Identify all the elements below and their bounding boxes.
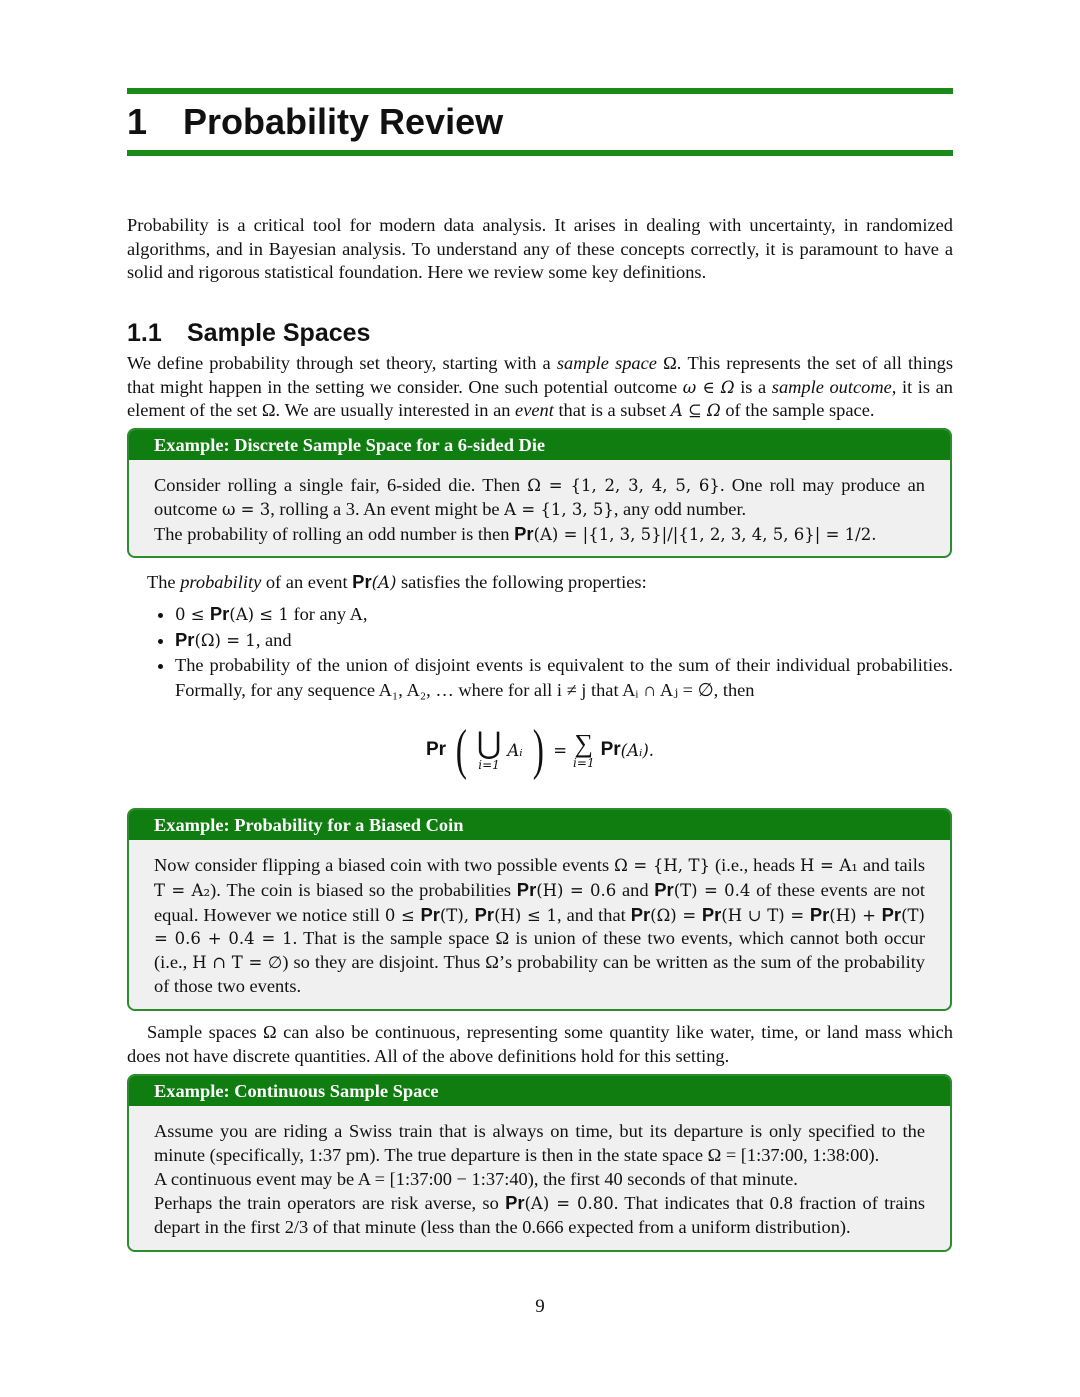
right-paren: ) [532,719,544,781]
text: is a [734,376,772,397]
math-omega-3: ω = 3 [221,499,271,519]
term-event: event [515,400,554,421]
text: The [147,572,181,592]
text: and tails [857,855,926,875]
pr-operator: Pr [600,739,621,760]
pr-operator: Pr [701,903,722,925]
section-title: Sample Spaces [187,319,371,347]
pr-operator: Pr [352,571,372,592]
math: (A) ≤ 1 [229,604,289,624]
section-heading [127,317,953,349]
math: (Ω) = [650,905,702,925]
text: , any odd number. [613,498,747,519]
text: of these events are not equal. However we notice still [154,879,926,925]
math: (H) ≤ 1 [494,905,557,925]
sum-index: i=1 [573,756,595,770]
math-prob-odd: (A) = |{1, 3, 5}|/|{1, 2, 3, 4, 5, 6}| = 1/2. [533,524,877,544]
pr-operator: Pr [881,903,902,925]
math-A-subset-Omega: A ⊆ Ω [670,401,721,421]
text: Ω. This represents the set of all things that might happen in the setting we consider. One such potential outcome [127,353,953,397]
text: of the sample space. [720,400,875,421]
list-item: • The probability of the union of disjoint events is equivalent to the sum of their individual probabilities. Formally, for any sequence A₁, A₂, … where for all i ≠ j that Aᵢ ∩ Aⱼ = ∅, then [175,653,953,703]
math: 0 ≤ [175,604,210,624]
example-box-biased-coin [127,808,952,1011]
pr-operator: Pr [474,903,495,925]
example-box-continuous [127,1074,952,1252]
text: The probability of rolling an odd number is then [154,523,515,544]
union-sum-formula [127,719,953,800]
pr-operator: Pr [420,903,440,925]
chapter-title [127,94,953,150]
text: and [616,879,655,900]
text: of an event [261,572,353,592]
math: 0 ≤ [384,905,421,925]
pr-operator: Pr [505,1192,525,1214]
math: (A) [371,573,397,592]
text: . That is the sample space Ω is union of these two events, which cannot both occur (i.e., [154,928,925,973]
term-sample-space: sample space [556,353,657,373]
text: We define probability through set theory, starting with a [127,353,557,373]
text: ) so they are disjoint. Thus Ω’s probability can be written as the sum of the probability of those two events. [154,952,925,996]
example-body [129,840,950,1009]
math: T = A₂ [154,880,211,900]
list-item [175,627,953,653]
text: satisfies the following properties: [396,572,647,592]
example-body [129,1106,950,1250]
chapter-title-text: Probability Review [183,101,504,142]
text: . One roll may produce an outcome [154,475,925,519]
example-title: Example: Discrete Sample Space for a 6-sided Die [129,430,950,460]
union-index: i=1 [478,758,500,772]
example-line-3 [154,1191,925,1240]
example-box-discrete-die [127,428,952,558]
text: ). The coin is biased so the probabilities [210,879,517,900]
bottom-rule [127,150,953,156]
pr-operator: Pr [809,903,830,925]
page-number: 9 [535,1296,545,1317]
pr-operator: Pr [175,628,195,650]
list-item [175,601,953,627]
example-title: Example: Continuous Sample Space [129,1076,950,1106]
text: , rolling a 3. An event might be [270,498,505,519]
section-number: 1.1 [127,319,162,347]
text: Perhaps the train operators are risk averse, so [154,1193,506,1214]
union-symbol: ⋃ [476,727,502,760]
example-title: Example: Probability for a Biased Coin [129,810,950,840]
math: (A) = 0.80 [524,1194,614,1214]
text: , it is an element of the set Ω. We are usually interested in an [127,376,953,421]
sum-operator [573,731,595,769]
math: (H) + [829,905,882,925]
text: that is a subset [553,400,671,421]
pr-operator: Pr [209,602,230,624]
text: Consider rolling a single fair, 6-sided die. Then [154,475,528,495]
properties-list [127,601,953,703]
pr-operator: Pr [630,903,651,925]
math: (H ∪ T) = [721,905,810,925]
chapter-number: 1 [127,101,148,142]
example-line-2 [154,522,925,547]
union-operator [477,729,502,771]
math: (T) = 0.6 + 0.4 = 1 [154,905,925,949]
sum-argument: (Aᵢ). [620,740,655,760]
math-omega-in-Omega: ω ∈ Ω [682,377,735,397]
properties-lead [127,570,953,595]
intro-paragraph: Probability is a critical tool for modern data analysis. It arises in dealing with uncertainty, in randomized algorithms, and in Bayesian analysis. To understand any of these concepts correctly, it is paramount to have a solid and rigorous statistical foundation. Here we review some key definitions. [127,215,953,283]
example-paragraph [154,854,925,999]
equals-sign: = [553,740,568,760]
math: (T) = 0.4 [673,880,751,900]
left-paren: ( [455,719,467,781]
math: H = A₁ [799,856,858,875]
term-sample-outcome: sample outcome [771,376,892,397]
example-line-1 [154,474,925,522]
properties-section [127,570,953,703]
pr-operator: Pr [514,522,534,544]
math: (H) = 0.6 [536,880,617,900]
text: (i.e., heads [710,855,800,875]
text: , and that [556,904,631,925]
example-body [129,460,950,556]
continuous-paragraph: Sample spaces Ω can also be continuous, representing some quantity like water, time, or land mass which does not have discrete quantities. All of the above definitions hold for this setting. [127,1022,953,1066]
math: (Ω) = 1 [194,630,256,650]
text: Now consider flipping a biased coin with two possible events [154,855,615,875]
term-probability: probability [180,572,262,592]
text: . That indicates that 0.8 fraction of trains depart in the first 2/3 of that minute (less than the 0.666 expected from a uniform distribution). [154,1193,925,1238]
math: Ω = {H, T} [614,856,711,875]
union-argument: Aᵢ [507,740,523,760]
math-A-set: A = {1, 3, 5} [504,499,614,519]
text: for any A, [288,603,368,624]
sample-space-paragraph [127,352,953,423]
pr-operator: Pr [425,739,447,760]
example-line-1: Assume you are riding a Swiss train that is always on time, but its departure is only specified to the minute (specifically, 1:37 pm). The true departure is then in the state space Ω = [1:37:00, 1:38:00). [154,1121,925,1165]
sum-symbol: ∑ [574,729,594,758]
text: , and [255,629,292,650]
math-omega-set: Ω = {1, 2, 3, 4, 5, 6} [527,476,720,495]
math: H ∩ T = ∅ [192,953,283,973]
chapter-heading [127,88,953,156]
pr-operator: Pr [654,878,674,900]
math: (T), [439,905,475,925]
pr-operator: Pr [516,878,537,900]
example-line-2: A continuous event may be A = [1:37:00 − 1:37:40), the first 40 seconds of that minute. [154,1168,798,1189]
